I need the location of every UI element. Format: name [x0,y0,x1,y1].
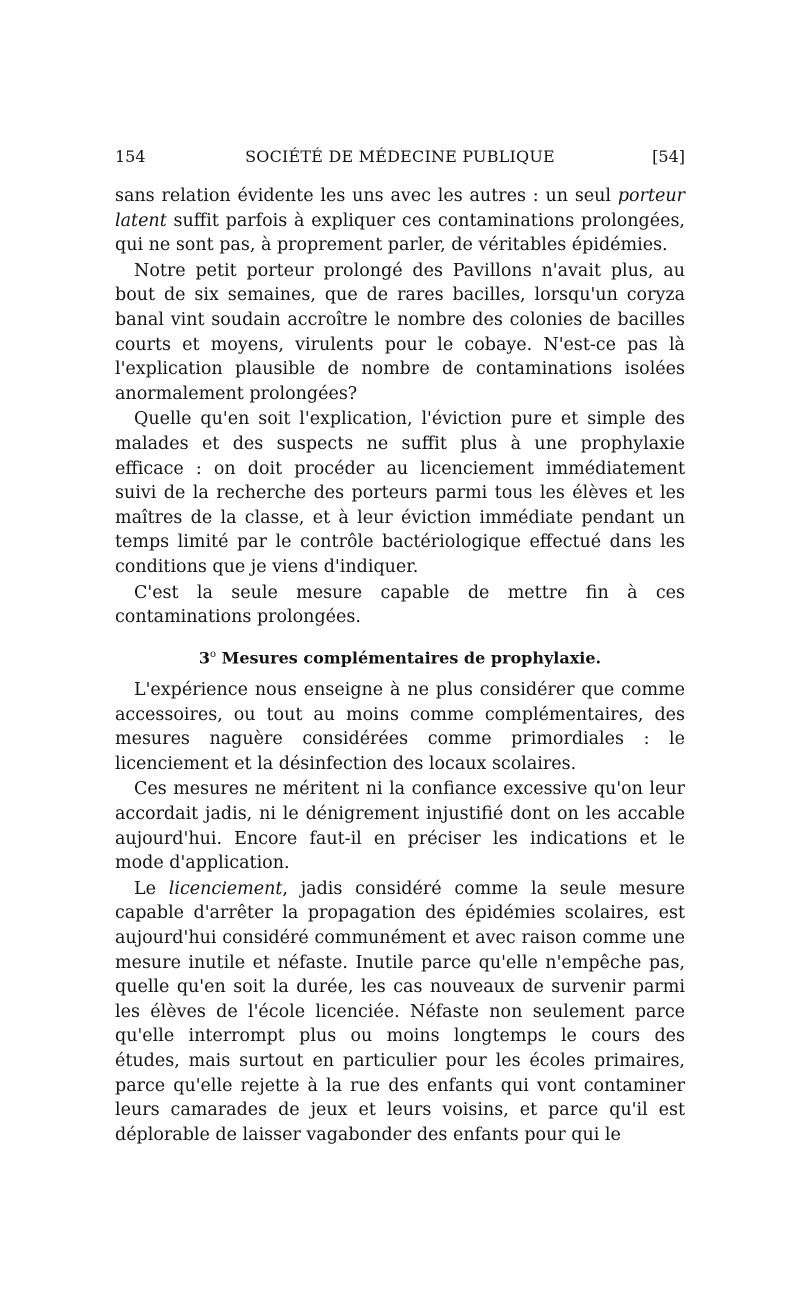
page-number: 154 [115,147,146,166]
paragraph-7-end: , jadis considéré comme la seule mesure capable d'arrêter la propagation des épidémies scolaires, est aujourd'hui considéré communément et avec raison comme une mesure inutile et néfaste. Inutile parce qu'elle n'empêche pas, quelle qu'en soit la durée, les cas nouveaux de survenir parmi les élèves de l'école licenciée. Néfaste non seulement parce qu'elle interrompt plus ou moins longtemps le cours des études, mais surtout en particulier pour les écoles primaires, parce qu'elle rejette à la rue des enfants qui vont contaminer leurs camarades de jeux et leurs voisins, et parce qu'il est déplorable de laisser vagabonder des enfants pour qui le [115,878,685,1145]
emphasis-porteur-latent: porteur latent [115,186,685,231]
running-header [115,147,685,167]
section-ordinal: o [210,648,217,660]
body-text [115,184,685,1148]
paragraph-1-end: suffit parfois à expliquer ces contaminations prolongées, qui ne sont pas, à proprement parler, de véritables épidémies. [115,210,685,256]
section-title-text: Mesures complémentaires de prophylaxie. [216,648,602,668]
paragraph-2: Notre petit porteur prolongé des Pavillons n'avait plus, au bout de six semaines, que de rares bacilles, lorsqu'un coryza banal vint soudain accroître le nombre des colonies de bacilles courts et moyens, virulents pour le cobaye. N'est-ce pas là l'explication plausible de nombre de contaminations isolées anormalement prolongées? [115,260,685,404]
paragraph-1 [115,184,685,258]
section-heading [115,643,685,670]
section-number: 3 [198,648,211,668]
paragraph-1-start: sans relation évidente les uns avec les autres : un seul [115,186,618,206]
original-page-number: [54] [652,147,685,166]
emphasis-licenciement: licenciement [168,878,283,899]
paragraph-4: C'est la seule mesure capable de mettre fin à ces contaminations prolongées. [115,582,685,628]
paragraph-5: L'expérience nous enseigne à ne plus considérer que comme accessoires, ou tout au moins comme complémentaires, des mesures naguère considérées comme primordiales : le licenciement et la désinfection des locaux scolaires. [115,680,685,774]
paragraph-6: Ces mesures ne méritent ni la confiance excessive qu'on leur accordait jadis, ni le dénigrement injustifié dont on les accable aujourd'hui. Encore faut-il en préciser les indications et le mode d'application. [115,779,685,874]
paragraph-7 [115,877,685,1148]
paragraph-3: Quelle qu'en soit l'explication, l'éviction pure et simple des malades et des suspects ne suffit plus à une prophylaxie efficace : on doit procéder au licenciement immédiatement suivi de la recherche des porteurs parmi tous les élèves et les maîtres de la classe, et à leur éviction immédiate pendant un temps limité par le contrôle bactériologique effectué dans les conditions que je viens d'indiquer. [115,409,685,577]
paragraph-7-start: Le [134,878,169,899]
running-title: SOCIÉTÉ DE MÉDECINE PUBLIQUE [245,147,555,166]
